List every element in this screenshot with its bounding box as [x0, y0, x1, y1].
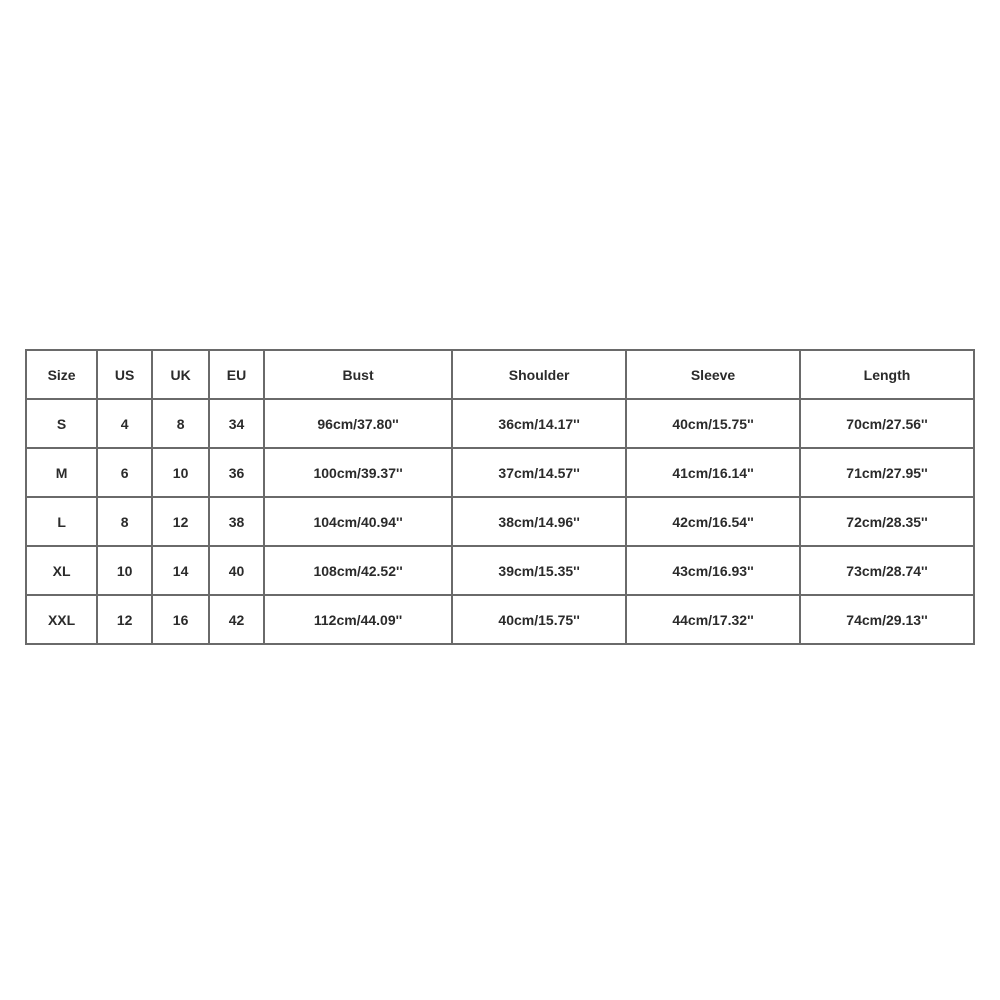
table-row [27, 449, 975, 498]
cell-uk: 10 [153, 449, 210, 498]
cell-size: XL [27, 547, 98, 596]
table-row [27, 596, 975, 645]
cell-length: 74cm/29.13'' [801, 596, 975, 645]
cell-sleeve: 40cm/15.75'' [627, 400, 801, 449]
header-bust: Bust [265, 351, 453, 400]
header-shoulder: Shoulder [453, 351, 627, 400]
cell-eu: 40 [210, 547, 265, 596]
cell-sleeve: 42cm/16.54'' [627, 498, 801, 547]
cell-length: 71cm/27.95'' [801, 449, 975, 498]
cell-us: 10 [98, 547, 153, 596]
cell-length: 72cm/28.35'' [801, 498, 975, 547]
table-row [27, 498, 975, 547]
cell-uk: 14 [153, 547, 210, 596]
cell-sleeve: 43cm/16.93'' [627, 547, 801, 596]
cell-size: XXL [27, 596, 98, 645]
header-eu: EU [210, 351, 265, 400]
cell-size: M [27, 449, 98, 498]
cell-shoulder: 36cm/14.17'' [453, 400, 627, 449]
table-row [27, 547, 975, 596]
size-chart-table [25, 349, 975, 645]
cell-length: 73cm/28.74'' [801, 547, 975, 596]
cell-shoulder: 37cm/14.57'' [453, 449, 627, 498]
cell-eu: 34 [210, 400, 265, 449]
header-row [27, 351, 975, 400]
cell-uk: 12 [153, 498, 210, 547]
header-uk: UK [153, 351, 210, 400]
cell-sleeve: 44cm/17.32'' [627, 596, 801, 645]
cell-eu: 36 [210, 449, 265, 498]
cell-uk: 8 [153, 400, 210, 449]
cell-uk: 16 [153, 596, 210, 645]
cell-us: 8 [98, 498, 153, 547]
table-row [27, 400, 975, 449]
header-us: US [98, 351, 153, 400]
header-sleeve: Sleeve [627, 351, 801, 400]
cell-bust: 96cm/37.80'' [265, 400, 453, 449]
cell-length: 70cm/27.56'' [801, 400, 975, 449]
cell-shoulder: 40cm/15.75'' [453, 596, 627, 645]
cell-shoulder: 38cm/14.96'' [453, 498, 627, 547]
cell-bust: 104cm/40.94'' [265, 498, 453, 547]
cell-eu: 42 [210, 596, 265, 645]
cell-size: S [27, 400, 98, 449]
cell-size: L [27, 498, 98, 547]
cell-us: 12 [98, 596, 153, 645]
cell-shoulder: 39cm/15.35'' [453, 547, 627, 596]
header-size: Size [27, 351, 98, 400]
cell-bust: 112cm/44.09'' [265, 596, 453, 645]
cell-us: 6 [98, 449, 153, 498]
cell-us: 4 [98, 400, 153, 449]
cell-bust: 100cm/39.37'' [265, 449, 453, 498]
cell-bust: 108cm/42.52'' [265, 547, 453, 596]
cell-sleeve: 41cm/16.14'' [627, 449, 801, 498]
header-length: Length [801, 351, 975, 400]
cell-eu: 38 [210, 498, 265, 547]
